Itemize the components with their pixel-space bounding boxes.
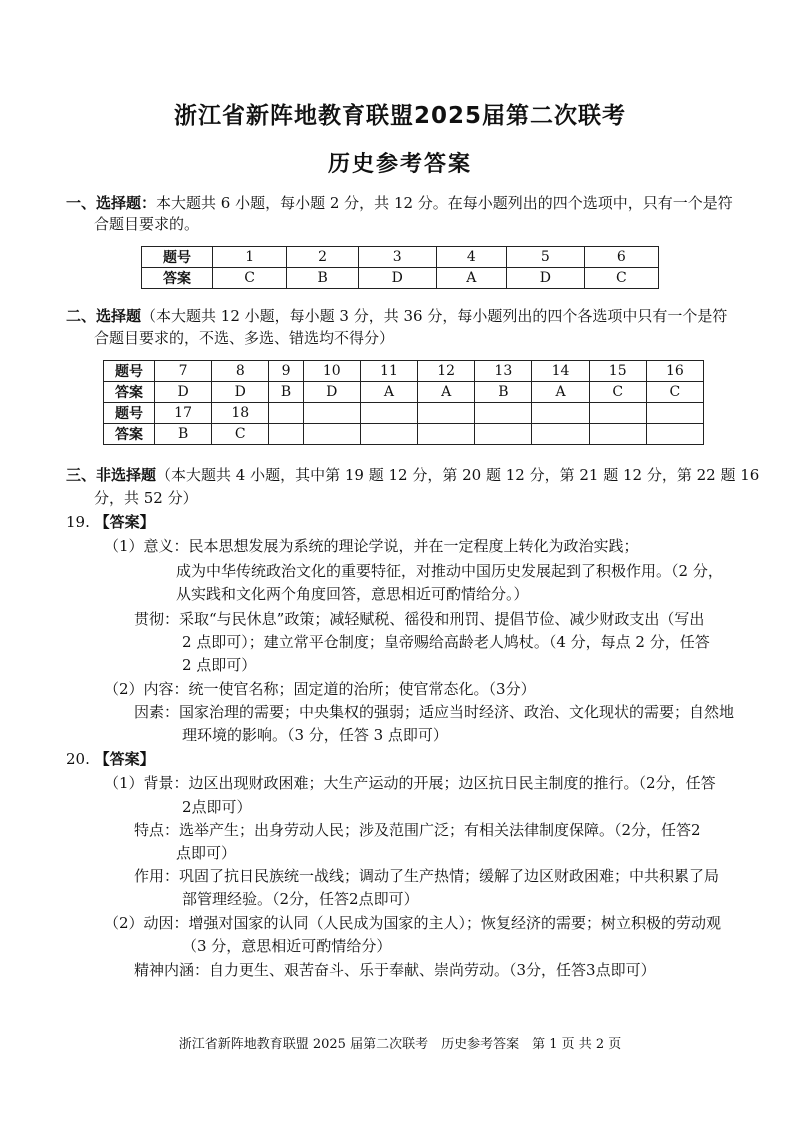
table-cell: 16 [646,361,703,382]
table-cell [303,403,360,424]
section2-desc-line2: 合题目要求的，不选、多选、错选均不得分） [94,329,395,347]
q19-line: 理环境的影响。（3 分，任答 3 点即可） [182,726,448,744]
q19-line: （1）意义：民本思想发展为系统的理论学说，并在一定程度上转化为政治实践； [104,537,639,555]
q19-line: 成为中华传统政治文化的重要特征，对推动中国历史发展起到了积极作用。（2 分， [176,562,723,580]
table-cell: D [212,382,269,403]
table-cell: B [287,268,359,289]
table-cell: B [475,382,532,403]
section3-desc-line2: 分，共 52 分） [94,489,198,507]
section3-desc-line1: （本大题共 4 小题，其中第 19 题 12 分，第 20 题 12 分，第 21 题 12 分，第 22 题 16 [156,466,760,484]
section1-answer-table [141,246,659,289]
q20-line: 特点：选举产生；出身劳动人民；涉及范围广泛；有相关法律制度保障。（2分，任答2 [134,821,701,839]
page-footer: 浙江省新阵地教育联盟 2025 届第二次联考 历史参考答案 第 1 页 共 2 页 [178,1037,622,1052]
table-cell: 17 [155,403,212,424]
q19-line: 贯彻：采取“与民休息”政策；减轻赋税、徭役和刑罚、提倡节俭、减少财政支出（写出 [134,610,705,628]
table-cell [418,424,475,445]
table-cell [269,424,303,445]
section1-desc-line1: 本大题共 6 小题，每小题 2 分，共 12 分。在每小题列出的四个选项中，只有一个是符 [156,194,733,212]
table-cell: 8 [212,361,269,382]
table-cell: C [589,382,646,403]
table-cell: A [360,382,417,403]
table-cell [646,403,703,424]
row-label-number: 题号 [104,361,155,382]
table-cell: 5 [507,247,585,268]
table-cell: 6 [584,247,658,268]
q19-answer-tag: 【答案】 [94,513,155,531]
q20-line: 作用：巩固了抗日民族统一战线；调动了生产热情；缓解了边区财政困难；中共积累了局 [134,867,720,885]
table-cell: A [436,268,507,289]
table-cell [303,424,360,445]
table-cell: D [507,268,585,289]
table-cell: 11 [360,361,417,382]
q19-line: 2 点即可） [182,656,257,674]
q19-line: （2）内容：统一使官名称；固定道的治所；使官常态化。（3分） [104,680,536,698]
table-cell: 18 [212,403,269,424]
table-cell [589,403,646,424]
table-cell: 15 [589,361,646,382]
table-cell [646,424,703,445]
table-cell: B [155,424,212,445]
table-cell: C [213,268,287,289]
q20-line: （1）背景：边区出现财政困难；大生产运动的开展；边区抗日民主制度的推行。（2分，任答 [104,774,716,792]
table-cell: 1 [213,247,287,268]
row-label-answer: 答案 [104,424,155,445]
table-cell: 10 [303,361,360,382]
q20-line: （2）动因：增强对国家的认同（人民成为国家的主人）；恢复经济的需要；树立积极的劳动观 [104,914,722,932]
q20-line: 点即可） [176,844,237,862]
q19-line: 因素：国家治理的需要；中央集权的强弱；适应当时经济、政治、文化现状的需要；自然地 [134,703,735,721]
table-cell: 14 [532,361,589,382]
table-row [104,382,704,403]
section2-answer-table [103,360,704,445]
section1-heading: 一、选择题： [66,194,157,212]
table-cell [532,424,589,445]
table-cell: A [532,382,589,403]
q20-line: （3 分，意思相近可酌情给分） [182,937,392,955]
table-row [104,403,704,424]
table-cell [269,403,303,424]
table-cell [475,424,532,445]
row-label-answer: 答案 [104,382,155,403]
table-cell: A [418,382,475,403]
page-title: 浙江省新阵地教育联盟2025届第二次联考 [173,103,626,129]
table-cell: 13 [475,361,532,382]
table-row [104,424,704,445]
q20-line: 精神内涵：自力更生、艰苦奋斗、乐于奉献、崇尚劳动。（3分，任答3点即可） [134,961,656,979]
table-cell: 2 [287,247,359,268]
table-cell [475,403,532,424]
section3-intro [66,465,759,485]
table-cell: 12 [418,361,475,382]
q19-label: 19. [66,513,90,531]
table-cell: C [212,424,269,445]
table-cell [589,424,646,445]
table-row [142,268,659,289]
table-cell: 4 [436,247,507,268]
page-subtitle: 历史参考答案 [327,152,472,177]
table-cell: 3 [358,247,436,268]
table-cell [360,424,417,445]
q19-line: 2 点即可）；建立常平仓制度；皇帝赐给高龄老人鸠杖。（4 分，每点 2 分，任答 [182,633,710,651]
table-cell: D [155,382,212,403]
table-cell: C [584,268,658,289]
table-cell: 7 [155,361,212,382]
row-label-number: 题号 [142,247,213,268]
table-cell [532,403,589,424]
q20-line: 2点即可） [182,798,252,816]
section1-intro [66,193,733,213]
table-row [142,247,659,268]
row-label-answer: 答案 [142,268,213,289]
table-row [104,361,704,382]
section1-desc-line2: 合题目要求的。 [94,215,200,233]
table-cell: B [269,382,303,403]
row-label-number: 题号 [104,403,155,424]
table-cell [418,403,475,424]
section2-intro [66,306,727,326]
table-cell: D [358,268,436,289]
q20-answer-tag: 【答案】 [94,750,155,768]
q20-header [66,749,155,769]
table-cell: 9 [269,361,303,382]
table-cell [360,403,417,424]
section3-heading: 三、非选择题 [66,466,157,484]
q20-line: 部管理经验。（2分，任答2点即可） [182,890,419,908]
table-cell: C [646,382,703,403]
table-cell: D [303,382,360,403]
q20-label: 20. [66,750,90,768]
section2-heading: 二、选择题 [66,307,142,325]
q19-line: 从实践和文化两个角度回答，意思相近可酌情给分。） [176,585,529,603]
q19-header [66,512,155,532]
section2-desc-line1: （本大题共 12 小题，每小题 3 分，共 36 分，每小题列出的四个各选项中只有一个是符 [141,307,728,325]
